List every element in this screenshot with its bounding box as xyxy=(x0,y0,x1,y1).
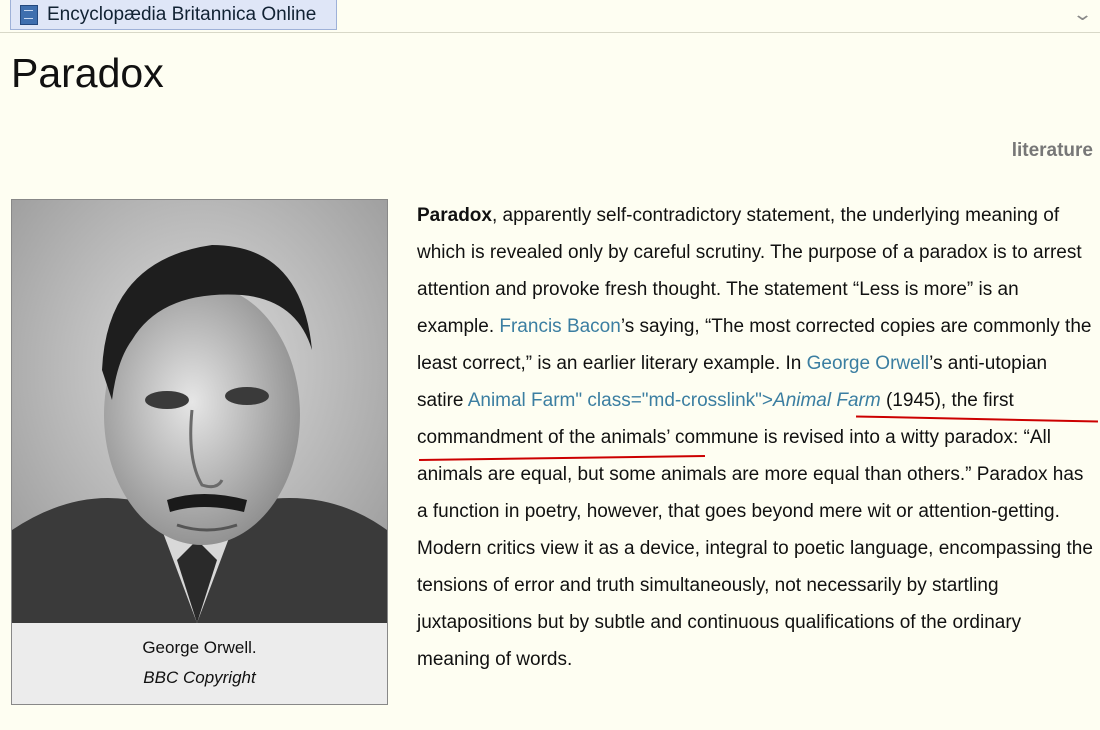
category-label[interactable]: literature xyxy=(1011,140,1093,161)
article-text-2: ’s saying, “The most corrected copies are commonly the least correct,” is an earlier literary example. In xyxy=(417,316,1092,374)
link-francis-bacon[interactable]: Francis Bacon xyxy=(499,316,621,337)
source-tab[interactable] xyxy=(10,0,337,30)
top-bar xyxy=(0,0,1100,33)
link-george-orwell[interactable]: George Orwell xyxy=(806,353,930,374)
figure-caption: George Orwell. xyxy=(142,638,257,657)
page-title: Paradox xyxy=(11,50,164,96)
link-animal-farm[interactable] xyxy=(468,390,881,411)
figure-credit: BBC Copyright xyxy=(143,668,256,687)
source-tab-label: Encyclopædia Britannica Online xyxy=(47,3,317,25)
link-animal-farm-title: Animal Farm xyxy=(773,390,881,411)
article-text-1: , apparently self-contradictory statement, the underlying meaning of which is revealed only by careful scrutiny. The purpose of a paradox is to arrest attention and provoke fresh thought. The statement “Less is more” is an example. xyxy=(417,205,1082,337)
article-term: Paradox xyxy=(417,205,492,226)
article-text-3: ’s anti-utopian satire xyxy=(417,353,1048,411)
book-icon xyxy=(20,5,38,25)
chevron-down-icon[interactable]: ⌄ xyxy=(1071,4,1094,24)
article-body xyxy=(417,197,1097,678)
link-animal-farm-raw: Animal Farm" class="md-crosslink"> xyxy=(467,390,774,411)
article-text-4: (1945), the first commandment of the animals’ commune is revised into a witty paradox: “All animals are equal, but some animals are more equal than others.” Paradox has a function in poetry, however, that goes beyond mere wit or attention-getting. Modern critics view it as a device, integral to poetic language, encompassing the tensions of error and truth simultaneously, not necessarily by startling juxtapositions but by subtle and continuous qualifications of the ordinary meaning of words. xyxy=(417,390,1093,670)
portrait-image[interactable] xyxy=(12,200,387,623)
figure xyxy=(11,199,388,705)
